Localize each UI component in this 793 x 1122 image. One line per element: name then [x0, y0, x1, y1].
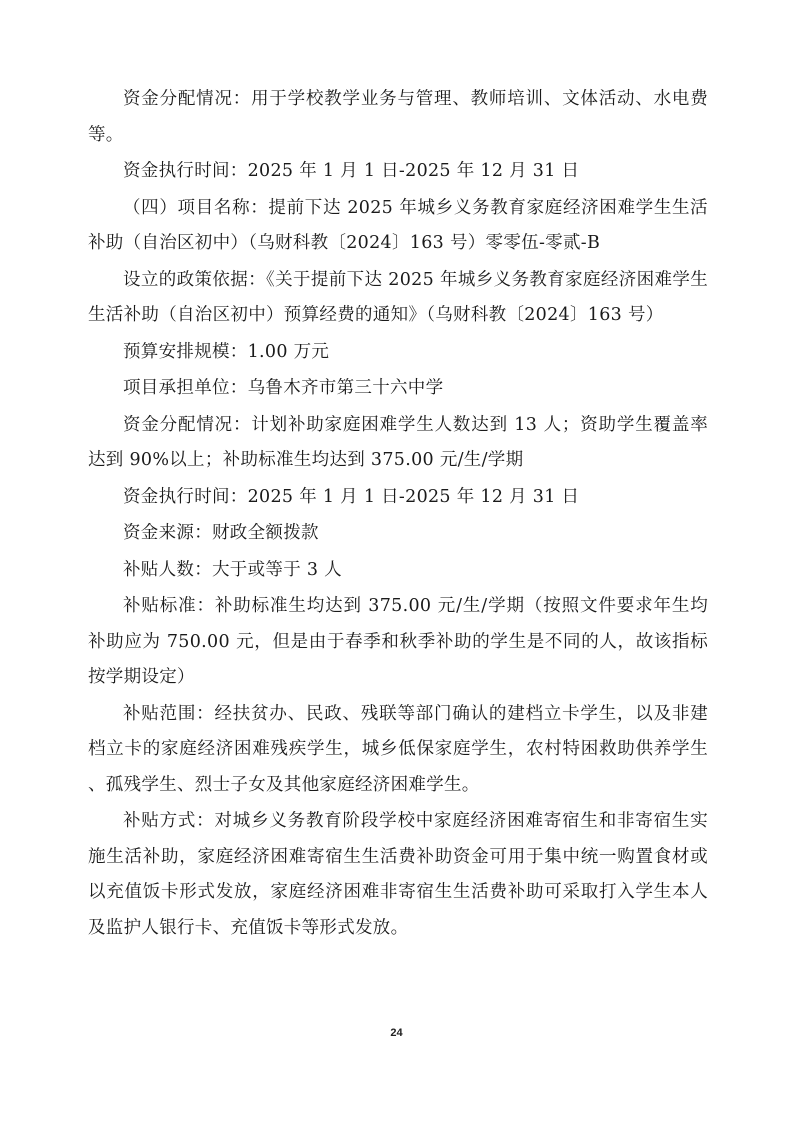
paragraph-execution-time: 资金执行时间：2025 年 1 月 1 日-2025 年 12 月 31 日: [123, 161, 580, 181]
paragraph-undertaking-unit: 项目承担单位：乌鲁木齐市第三十六中学: [123, 378, 444, 398]
paragraph-fund-allocation: 资金分配情况：用于学校教学业务与管理、教师培训、文体活动、水电费等。: [88, 89, 708, 145]
paragraph-subsidy-standard: 补贴标准：补助标准生均达到 375.00 元/生/学期（按照文件要求年生均补助应为 750.00 元，但是由于春季和秋季补助的学生是不同的人，故该指标按学期设定）: [88, 596, 708, 687]
page-number: 24: [390, 1027, 403, 1039]
paragraph-subsidy-count: 补贴人数：大于或等于 3 人: [123, 559, 342, 580]
document-body: [88, 82, 708, 946]
paragraph-fund-source: 资金来源：财政全额拨款: [123, 523, 319, 543]
paragraph-execution-time-2: 资金执行时间：2025 年 1 月 1 日-2025 年 12 月 31 日: [123, 486, 580, 507]
paragraph-fund-allocation-2: 资金分配情况：计划补助家庭困难学生人数达到 13 人；资助学生覆盖率达到 90%以上；补助标准生均达到 375.00 元/生/学期: [88, 414, 708, 470]
paragraph-project-name: （四）项目名称：提前下达 2025 年城乡义务教育家庭经济困难学生生活补助（自治区初中）（乌财科教〔2024〕163 号）零零伍-零贰-B: [88, 197, 708, 253]
paragraph-subsidy-method: 补贴方式：对城乡义务教育阶段学校中家庭经济困难寄宿生和非寄宿生实施生活补助，家庭经济困难寄宿生生活费补助资金可用于集中统一购置食材或以充值饭卡形式发放，家庭经济困难非寄宿生生活费补助可采取打入学生本人及监护人银行卡、充值饭卡等形式发放。: [88, 811, 708, 938]
paragraph-budget-scale: 预算安排规模：1.00 万元: [123, 341, 330, 362]
paragraph-policy-basis: 设立的政策依据：《关于提前下达 2025 年城乡义务教育家庭经济困难学生生活补助（自治区初中）预算经费的通知》（乌财科教〔2024〕163 号）: [88, 269, 708, 325]
paragraph-subsidy-scope: 补贴范围：经扶贫办、民政、残联等部门确认的建档立卡学生，以及非建档立卡的家庭经济困难残疾学生，城乡低保家庭学生，农村特困救助供养学生、孤残学生、烈士子女及其他家庭经济困难学生。: [88, 703, 708, 795]
